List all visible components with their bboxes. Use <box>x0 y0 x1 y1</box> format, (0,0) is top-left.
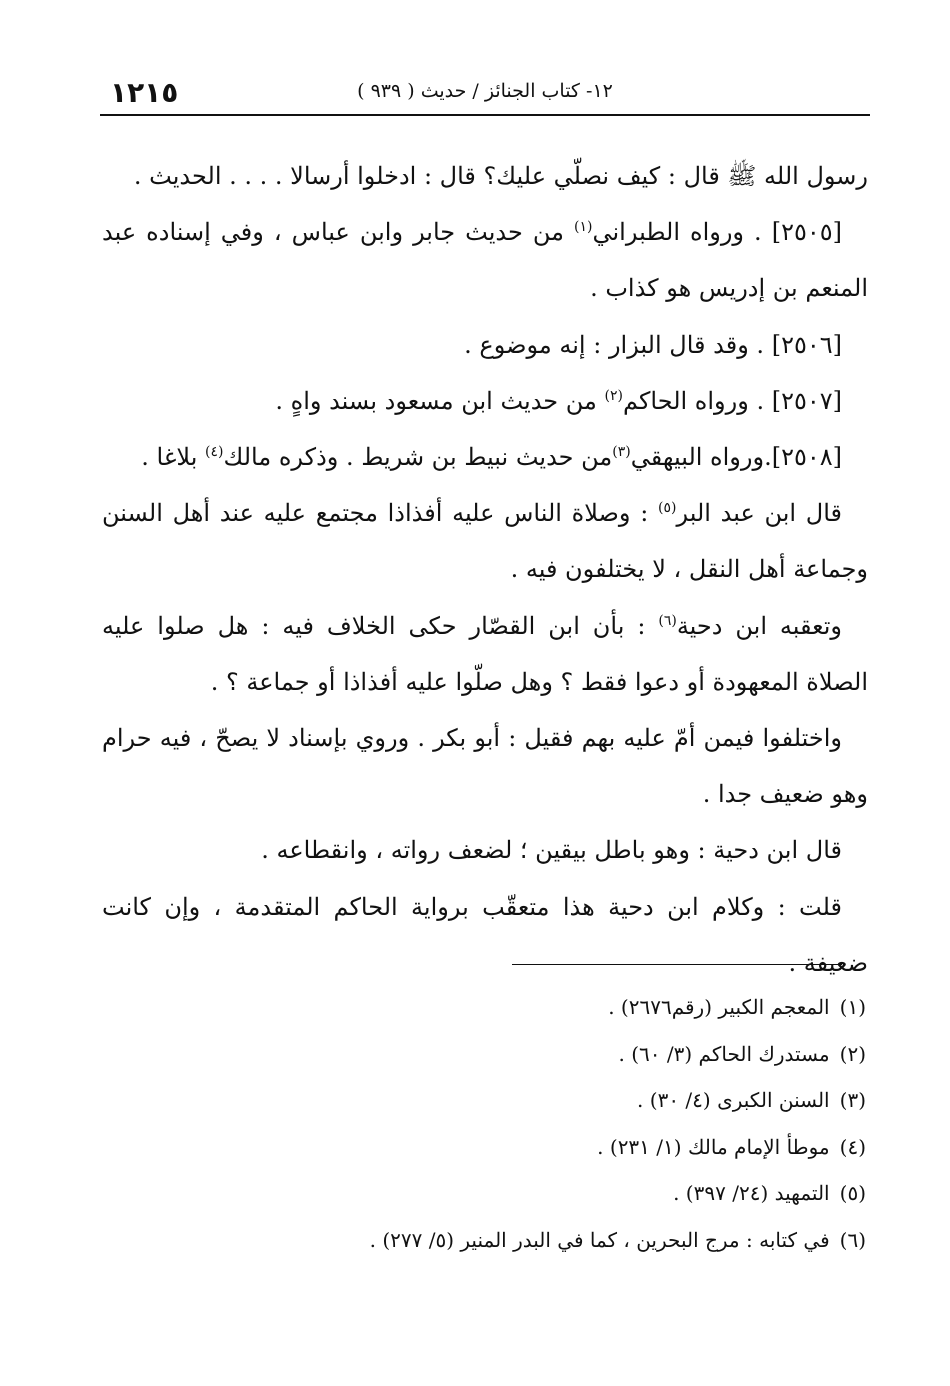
paragraph-ibn-dihya-critique <box>102 598 868 710</box>
footnote-5 <box>102 1170 866 1217</box>
footnote-ref-3[interactable]: (٣) <box>612 444 631 461</box>
text: وتعقبه ابن دحية <box>676 611 843 640</box>
paragraph-imam-dispute: واختلفوا فيمن أمّ عليه بهم فقيل : أبو بكر . وروي بإسناد لا يصحّ ، فيه حرام وهو ضعيف جدا . <box>102 724 868 809</box>
page-number: ١٢١٥ <box>110 76 179 109</box>
footnote-number: (٥) <box>839 1181 866 1205</box>
footnote-text: السنن الكبرى (٤/ ٣٠) . <box>637 1088 830 1112</box>
text: [٢٥٠٨].ورواه البيهقي <box>630 443 842 472</box>
footnote-divider <box>512 964 842 965</box>
text: بلاغا . <box>141 443 206 472</box>
paragraph-2507 <box>102 373 868 429</box>
text: : وصلاة الناس عليه أفذاذا مجتمع عليه عند أهل السنن وجماعة أهل النقل ، لا يختلفون فيه . <box>102 499 868 584</box>
footnote-6 <box>102 1217 866 1264</box>
paragraph-2505 <box>102 204 868 316</box>
footnote-number: (٤) <box>839 1134 866 1159</box>
paragraph-1: رسول الله ﷺ قال : كيف نصلّي عليك؟ قال : ادخلوا أرسالا . . . . الحديث . <box>133 162 868 190</box>
footnote-ref-6[interactable]: (٦) <box>658 612 677 629</box>
footnote-3 <box>102 1077 866 1124</box>
text: من حديث جابر وابن عباس ، وفي إسناده عبد المنعم بن إدريس هو كذاب . <box>102 218 868 303</box>
text: من حديث ابن مسعود بسند واهٍ . <box>275 386 605 415</box>
running-title: ١٢- كتاب الجنائز / حديث ( ٩٣٩ ) <box>357 80 613 102</box>
footnote-text: التمهيد (٢٤/ ٣٩٧) . <box>673 1181 830 1205</box>
paragraph-author-note: قلت : وكلام ابن دحية هذا متعقّب برواية الحاكم المتقدمة ، وإن كانت ضعيفة . <box>102 892 868 977</box>
footnote-text: المعجم الكبير (رقم٢٦٧٦) . <box>608 995 830 1019</box>
footnote-4 <box>102 1124 866 1171</box>
page-header <box>100 70 870 116</box>
footnote-text: مستدرك الحاكم (٣/ ٦٠) . <box>618 1041 830 1066</box>
footnote-number: (٣) <box>839 1088 866 1112</box>
footnote-2 <box>102 1031 866 1078</box>
footnote-ref-1[interactable]: (١) <box>574 219 593 236</box>
footnote-number: (٢) <box>839 1041 866 1066</box>
footnote-ref-5[interactable]: (٥) <box>657 500 677 517</box>
footnote-number: (١) <box>839 995 866 1019</box>
paragraph-2506: [٢٥٠٦] . وقد قال البزار : إنه موضوع . <box>464 330 842 359</box>
footnote-number: (٦) <box>839 1227 866 1252</box>
paragraph-2508 <box>102 429 868 485</box>
text: [٢٥٠٥] . ورواه الطبراني <box>592 218 842 247</box>
text: من حديث نبيط بن شريط . وذكره مالك <box>223 443 613 472</box>
footnotes <box>102 984 866 1263</box>
footnote-text: موطأ الإمام مالك (١/ ٢٣١) . <box>597 1134 830 1159</box>
text: : بأن ابن القصّار حكى الخلاف فيه : هل صلوا عليه الصلاة المعهودة أو دعوا فقط ؟ وهل صلّوا عليه أفذاذا أو جماعة ؟ . <box>102 611 868 696</box>
footnote-text: في كتابه : مرج البحرين ، كما في البدر المنير (٥/ ٢٧٧) . <box>369 1227 830 1252</box>
main-text <box>102 148 868 991</box>
footnote-1 <box>102 984 866 1031</box>
text: قال ابن عبد البر <box>676 499 842 528</box>
footnote-ref-4[interactable]: (٤) <box>205 444 224 461</box>
text: [٢٥٠٧] . ورواه الحاكم <box>622 386 842 415</box>
footnote-ref-2[interactable]: (٢) <box>604 387 623 404</box>
paragraph-ibn-abd-al-barr <box>102 485 868 597</box>
paragraph-ibn-dihya-saying: قال ابن دحية : وهو باطل بيقين ؛ لضعف رواته ، وانقطاعه . <box>261 836 842 865</box>
